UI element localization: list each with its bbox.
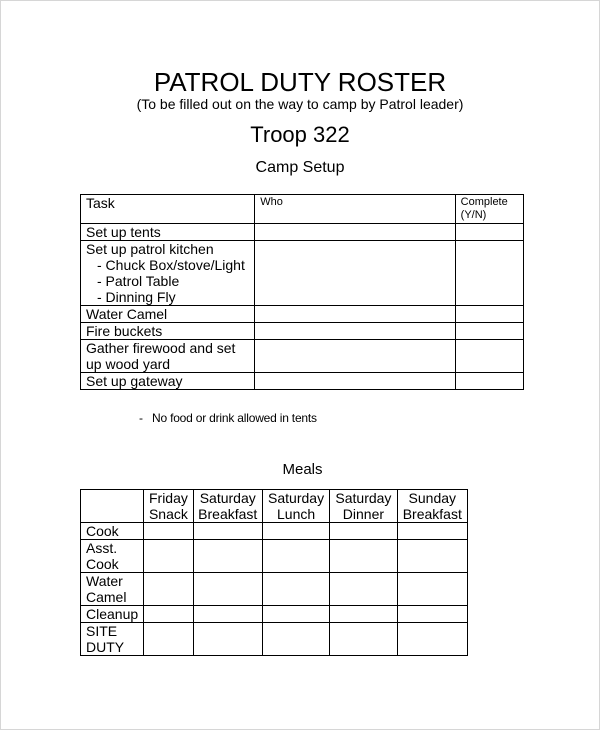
duty-label-line2: Cook [86, 556, 119, 572]
meal-duty-cell[interactable] [262, 540, 329, 573]
table-row [81, 195, 524, 224]
meals-table [80, 489, 468, 656]
complete-header-line1: Complete [460, 196, 508, 208]
meal-duty-cell[interactable] [262, 523, 329, 540]
meal-header-saturday-lunch [262, 490, 329, 523]
complete-header-line2: (Y/N) [460, 209, 487, 221]
meal-header-friday-snack [144, 490, 193, 523]
duty-label-line2: Camel [86, 589, 127, 605]
meal-duty-cell[interactable] [144, 606, 193, 623]
task-header-label: Task [86, 195, 115, 211]
who-cell[interactable] [255, 340, 455, 373]
table-row [81, 323, 524, 340]
table-row [81, 306, 524, 323]
complete-cell[interactable] [455, 373, 523, 390]
table-row [81, 490, 468, 523]
meal-header-line2: Dinner [342, 506, 385, 522]
meal-duty-cell[interactable] [144, 573, 193, 606]
duty-label-line1: SITE [86, 623, 118, 639]
table-row [81, 523, 468, 540]
meal-duty-cell[interactable] [193, 573, 262, 606]
table-row [81, 623, 468, 656]
task-set-up-tents: Set up tents [81, 224, 255, 241]
meal-duty-cell[interactable] [144, 540, 193, 573]
task-kitchen-subitem: - Dinning Fly [97, 289, 176, 305]
meal-duty-cell[interactable] [397, 606, 467, 623]
task-kitchen-subitem: - Chuck Box/stove/Light [97, 257, 245, 273]
meal-header-line1: Saturday [268, 490, 325, 506]
duty-label-cleanup [81, 606, 144, 623]
complete-cell[interactable] [455, 306, 523, 323]
complete-cell[interactable] [455, 340, 523, 373]
task-kitchen-label: Set up patrol kitchen [86, 241, 214, 257]
meal-duty-cell[interactable] [330, 540, 397, 573]
meal-header-line2: Breakfast [402, 506, 462, 522]
task-kitchen-subitem: - Patrol Table [97, 273, 180, 289]
who-cell[interactable] [255, 224, 455, 241]
meal-duty-cell[interactable] [330, 606, 397, 623]
duty-label-asst-cook [81, 540, 144, 573]
meal-duty-cell[interactable] [262, 573, 329, 606]
meal-duty-cell[interactable] [193, 540, 262, 573]
camp-setup-table [80, 194, 524, 390]
who-cell[interactable] [255, 373, 455, 390]
table-row [81, 573, 468, 606]
complete-header [455, 195, 523, 224]
duty-label-line1: Water [86, 573, 123, 589]
table-row [81, 340, 524, 373]
duty-label-site-duty [81, 623, 144, 656]
duty-label-cook [81, 523, 144, 540]
meal-duty-cell[interactable] [144, 623, 193, 656]
meal-header-line2: Snack [148, 506, 188, 522]
who-cell[interactable] [255, 323, 455, 340]
duty-label-line1: Cleanup [86, 606, 139, 622]
meal-duty-cell[interactable] [262, 606, 329, 623]
task-fire-buckets: Fire buckets [81, 323, 255, 340]
meal-header-saturday-dinner [330, 490, 397, 523]
meal-header-saturday-breakfast [193, 490, 262, 523]
duty-label-water-camel [81, 573, 144, 606]
table-row [81, 540, 468, 573]
note-bullet: - [139, 411, 143, 425]
meal-duty-cell[interactable] [193, 606, 262, 623]
complete-cell[interactable] [455, 224, 523, 241]
table-row [81, 606, 468, 623]
table-row [81, 241, 524, 306]
meals-corner-cell [81, 490, 144, 523]
meal-duty-cell[interactable] [330, 623, 397, 656]
meal-duty-cell[interactable] [330, 573, 397, 606]
meal-header-line1: Sunday [408, 490, 457, 506]
task-firewood-line2: up wood yard [86, 356, 171, 372]
duty-label-line1: Asst. [86, 540, 118, 556]
page-title: PATROL DUTY ROSTER [153, 67, 447, 97]
duty-label-line2: DUTY [86, 639, 125, 655]
table-row [81, 373, 524, 390]
meal-header-line1: Friday [148, 490, 188, 506]
meal-duty-cell[interactable] [397, 523, 467, 540]
meal-duty-cell[interactable] [330, 523, 397, 540]
meal-duty-cell[interactable] [193, 523, 262, 540]
meal-duty-cell[interactable] [397, 540, 467, 573]
complete-cell[interactable] [455, 323, 523, 340]
who-cell[interactable] [255, 306, 455, 323]
task-water-camel: Water Camel [81, 306, 255, 323]
task-header [81, 195, 255, 224]
meal-duty-cell[interactable] [193, 623, 262, 656]
meal-duty-cell[interactable] [397, 573, 467, 606]
who-cell[interactable] [255, 241, 455, 306]
meal-header-line1: Saturday [199, 490, 256, 506]
page-subtitle: (To be filled out on the way to camp by Patrol leader) [136, 96, 464, 112]
table-row [81, 224, 524, 241]
task-firewood-line1: Gather firewood and set [86, 340, 236, 356]
complete-cell[interactable] [455, 241, 523, 306]
meal-duty-cell[interactable] [397, 623, 467, 656]
troop-number: Troop 322 [250, 122, 350, 147]
meal-header-sunday-breakfast [397, 490, 467, 523]
camp-setup-title: Camp Setup [255, 159, 345, 176]
note-line [139, 411, 317, 425]
meal-duty-cell[interactable] [262, 623, 329, 656]
meal-duty-cell[interactable] [144, 523, 193, 540]
meal-header-line2: Lunch [277, 506, 316, 522]
task-set-up-patrol-kitchen [81, 241, 255, 306]
duty-label-line1: Cook [86, 523, 119, 539]
meal-header-line1: Saturday [335, 490, 392, 506]
task-set-up-gateway: Set up gateway [81, 373, 255, 390]
task-gather-firewood [81, 340, 255, 373]
meal-header-line2: Breakfast [198, 506, 258, 522]
note-text: No food or drink allowed in tents [152, 411, 317, 425]
meals-title: Meals [282, 461, 323, 478]
who-header: Who [255, 195, 455, 224]
